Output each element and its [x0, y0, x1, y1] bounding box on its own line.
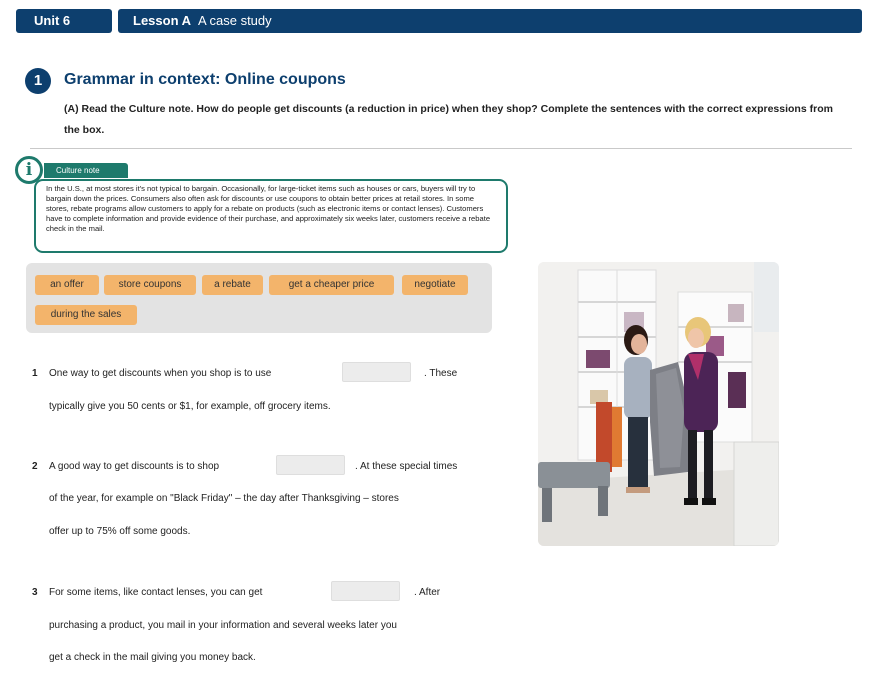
unit-tab: [16, 9, 112, 33]
item-number: 3: [32, 587, 38, 598]
sentence-text: get a check in the mail giving you money back.: [49, 652, 256, 663]
section-number-badge: 1: [25, 68, 51, 94]
sentence-text: offer up to 75% off some goods.: [49, 526, 191, 537]
lesson-bar: [118, 9, 862, 33]
sentence-text: For some items, like contact lenses, you can get: [49, 587, 263, 598]
word-chip[interactable]: a rebate: [202, 275, 263, 295]
shopping-photo: [538, 262, 779, 546]
lesson-title: A case study: [197, 13, 272, 28]
sentence-text: A good way to get discounts is to shop: [49, 461, 220, 472]
culture-note-text: In the U.S., at most stores it's not typical to bargain. Occasionally, for large-ticket items such as houses or cars, buyers will try to bargain down the prices. Consumers also often ask for discounts or use coupons to obtain better prices at retail stores. In some stores, rebate programs allow customers to apply for a rebate on products (such as electronic items or contact lenses). Customers have to complete information and provide evidence of their purchase, and approximately six weeks later, customers receive a rebate check in the mail.: [34, 179, 508, 253]
answer-blank[interactable]: [276, 455, 345, 475]
instructions: (A) Read the Culture note. How do people get discounts (a reduction in price) when they shop? Complete the sentences with the correct expressions from the box.: [64, 103, 833, 136]
section-title: Grammar in context: Online coupons: [64, 71, 346, 88]
word-box: [26, 263, 492, 333]
sentence-text: purchasing a product, you mail in your information and several weeks later you: [49, 620, 397, 631]
lesson-label: Lesson A: [133, 13, 192, 28]
sentence-text: One way to get discounts when you shop is to use: [49, 368, 272, 379]
word-chip[interactable]: get a cheaper price: [269, 275, 394, 295]
sentence-text: . These: [424, 368, 458, 379]
culture-note-label: Culture note: [44, 163, 128, 178]
item-number: 2: [32, 461, 38, 472]
word-chip[interactable]: store coupons: [104, 275, 196, 295]
answer-blank[interactable]: [331, 581, 400, 601]
sentence-text: typically give you 50 cents or $1, for example, off grocery items.: [49, 401, 331, 412]
sentence-text: . After: [414, 587, 441, 598]
divider: [30, 148, 852, 149]
word-chip[interactable]: during the sales: [35, 305, 137, 325]
sentence-text: of the year, for example on "Black Friday" – the day after Thanksgiving – stores: [49, 493, 399, 504]
word-chip[interactable]: an offer: [35, 275, 99, 295]
sentence-text: . At these special times: [355, 461, 458, 472]
unit-label: Unit 6: [34, 13, 71, 28]
shopping-photo-illustration: [538, 262, 779, 546]
item-number: 1: [32, 368, 38, 379]
answer-blank[interactable]: [342, 362, 411, 382]
word-chip[interactable]: negotiate: [402, 275, 468, 295]
info-icon: i: [15, 156, 43, 184]
